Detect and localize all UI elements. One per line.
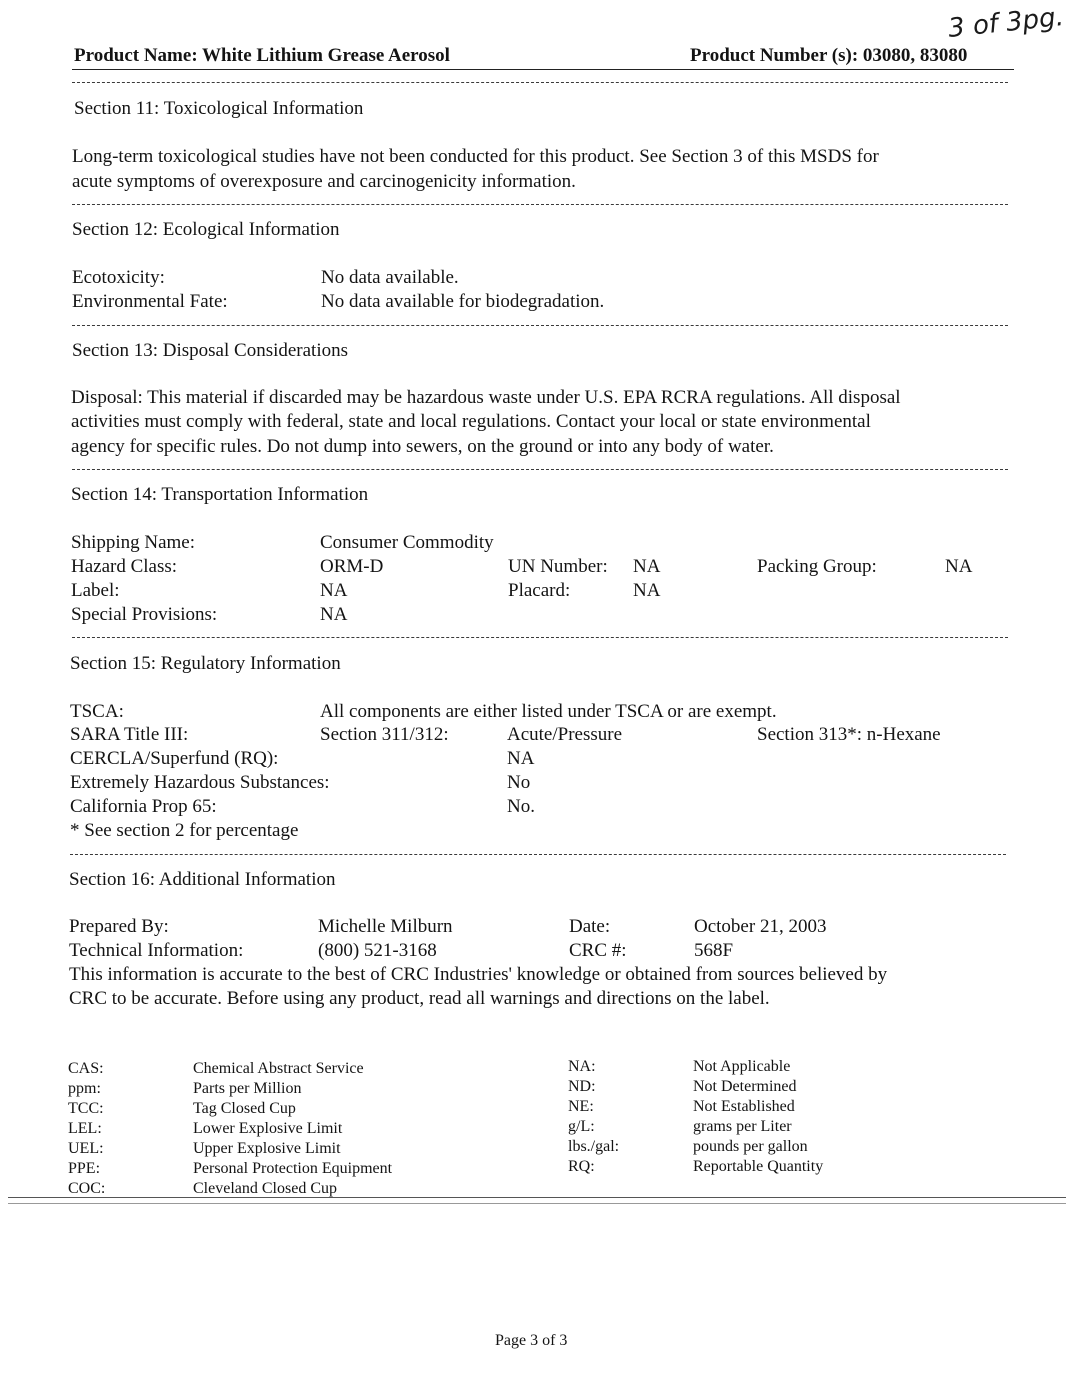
- ecotoxicity-value: No data available.: [321, 267, 459, 288]
- label-label: Label:: [71, 580, 120, 601]
- hazard-class-label: Hazard Class:: [71, 556, 178, 577]
- section-15-title: Section 15: Regulatory Information: [70, 653, 341, 674]
- section-13-text-line-3: agency for specific rules. Do not dump into sewers, on the ground or into any body of water.: [71, 436, 774, 457]
- cercla-label: CERCLA/Superfund (RQ):: [70, 748, 279, 769]
- abbr-ppm-meaning: Parts per Million: [193, 1080, 302, 1097]
- abbr-gl: g/L:: [568, 1118, 595, 1135]
- un-number-value: NA: [633, 556, 661, 577]
- section-divider: [72, 469, 1008, 470]
- section-13-text-line-2: activities must comply with federal, state and local regulations. Contact your local or state environmental: [71, 411, 871, 432]
- section-16-title: Section 16: Additional Information: [69, 869, 336, 890]
- crc-number-label: CRC #:: [569, 940, 627, 961]
- disclaimer-line-2: CRC to be accurate. Before using any product, read all warnings and directions on the label.: [69, 988, 770, 1009]
- section-13-title: Section 13: Disposal Considerations: [72, 340, 349, 361]
- ehs-label: Extremely Hazardous Substances:: [70, 772, 330, 793]
- abbr-lel-meaning: Lower Explosive Limit: [193, 1120, 343, 1137]
- label-value: NA: [320, 580, 348, 601]
- page-number: Page 3 of 3: [495, 1332, 568, 1349]
- abbr-ne-meaning: Not Established: [693, 1098, 795, 1115]
- abbr-ppm: ppm:: [68, 1080, 101, 1097]
- section-11-text-line-1: Long-term toxicological studies have not been conducted for this product. See Section 3 of this MSDS for: [72, 146, 879, 167]
- un-number-label: UN Number:: [508, 556, 608, 577]
- product-number: Product Number (s): 03080, 83080: [690, 45, 968, 66]
- special-provisions-label: Special Provisions:: [71, 604, 218, 625]
- abbr-cas-meaning: Chemical Abstract Service: [193, 1060, 364, 1077]
- ehs-value: No: [507, 772, 531, 793]
- prop65-label: California Prop 65:: [70, 796, 217, 817]
- abbr-rq-meaning: Reportable Quantity: [693, 1158, 824, 1175]
- abbr-ppe: PPE:: [68, 1160, 101, 1177]
- abbr-ppe-meaning: Personal Protection Equipment: [193, 1160, 393, 1177]
- section-divider: [72, 82, 1008, 83]
- sara-section-313: Section 313*: n-Hexane: [757, 724, 941, 745]
- special-provisions-value: NA: [320, 604, 348, 625]
- cercla-value: NA: [507, 748, 535, 769]
- prepared-by-value: Michelle Milburn: [318, 916, 453, 937]
- tsca-label: TSCA:: [70, 701, 124, 722]
- section-15-footnote: * See section 2 for percentage: [70, 820, 299, 841]
- handwritten-page-note: 3 of 3pg.: [946, 2, 1066, 44]
- shipping-name-value: Consumer Commodity: [320, 532, 494, 553]
- sara-value: Acute/Pressure: [507, 724, 623, 745]
- section-divider: [72, 637, 1008, 638]
- abbr-tcc-meaning: Tag Closed Cup: [193, 1100, 296, 1117]
- section-11-text-line-2: acute symptoms of overexposure and carcinogenicity information.: [72, 171, 576, 192]
- abbr-lbs-gal-meaning: pounds per gallon: [693, 1138, 808, 1155]
- placard-value: NA: [633, 580, 661, 601]
- product-name: Product Name: White Lithium Grease Aerosol: [74, 45, 450, 66]
- section-divider: [72, 325, 1008, 326]
- prepared-by-label: Prepared By:: [69, 916, 169, 937]
- prop65-value: No.: [507, 796, 535, 817]
- abbr-lbs-gal: lbs./gal:: [568, 1138, 620, 1155]
- abbr-cas: CAS:: [68, 1060, 104, 1077]
- abbr-nd-meaning: Not Determined: [693, 1078, 797, 1095]
- header-rule: [72, 69, 1014, 70]
- tsca-value: All components are either listed under TSCA or are exempt.: [320, 701, 777, 722]
- abbr-tcc: TCC:: [68, 1100, 104, 1117]
- abbr-rq: RQ:: [568, 1158, 595, 1175]
- abbr-uel: UEL:: [68, 1140, 104, 1157]
- packing-group-label: Packing Group:: [757, 556, 877, 577]
- abbr-gl-meaning: grams per Liter: [693, 1118, 792, 1135]
- section-13-text-line-1: Disposal: This material if discarded may be hazardous waste under U.S. EPA RCRA regulations. All disposal: [71, 387, 901, 408]
- section-divider: [72, 204, 1008, 205]
- crc-number-value: 568F: [694, 940, 734, 961]
- technical-information-label: Technical Information:: [69, 940, 244, 961]
- abbr-lel: LEL:: [68, 1120, 102, 1137]
- environmental-fate-value: No data available for biodegradation.: [321, 291, 605, 312]
- disclaimer-line-1: This information is accurate to the best of CRC Industries' knowledge or obtained from sources believed by: [69, 964, 888, 985]
- abbr-coc-meaning: Cleveland Closed Cup: [193, 1180, 337, 1197]
- packing-group-value: NA: [945, 556, 973, 577]
- section-11-title: Section 11: Toxicological Information: [74, 98, 364, 119]
- date-value: October 21, 2003: [694, 916, 827, 937]
- technical-information-value: (800) 521-3168: [318, 940, 437, 961]
- section-14-title: Section 14: Transportation Information: [71, 484, 369, 505]
- placard-label: Placard:: [508, 580, 571, 601]
- abbr-ne: NE:: [568, 1098, 594, 1115]
- footer-rule: [8, 1197, 1066, 1198]
- abbr-coc: COC:: [68, 1180, 106, 1197]
- section-divider: [70, 854, 1006, 855]
- hazard-class-value: ORM-D: [320, 556, 384, 577]
- sara-section-311-312: Section 311/312:: [320, 724, 449, 745]
- abbr-na-meaning: Not Applicable: [693, 1058, 791, 1075]
- section-12-title: Section 12: Ecological Information: [72, 219, 340, 240]
- abbr-nd: ND:: [568, 1078, 596, 1095]
- date-label: Date:: [569, 916, 611, 937]
- ecotoxicity-label: Ecotoxicity:: [72, 267, 165, 288]
- footer-rule-faint: [8, 1203, 1066, 1204]
- environmental-fate-label: Environmental Fate:: [72, 291, 228, 312]
- shipping-name-label: Shipping Name:: [71, 532, 196, 553]
- abbr-na: NA:: [568, 1058, 596, 1075]
- abbr-uel-meaning: Upper Explosive Limit: [193, 1140, 341, 1157]
- sara-label: SARA Title III:: [70, 724, 189, 745]
